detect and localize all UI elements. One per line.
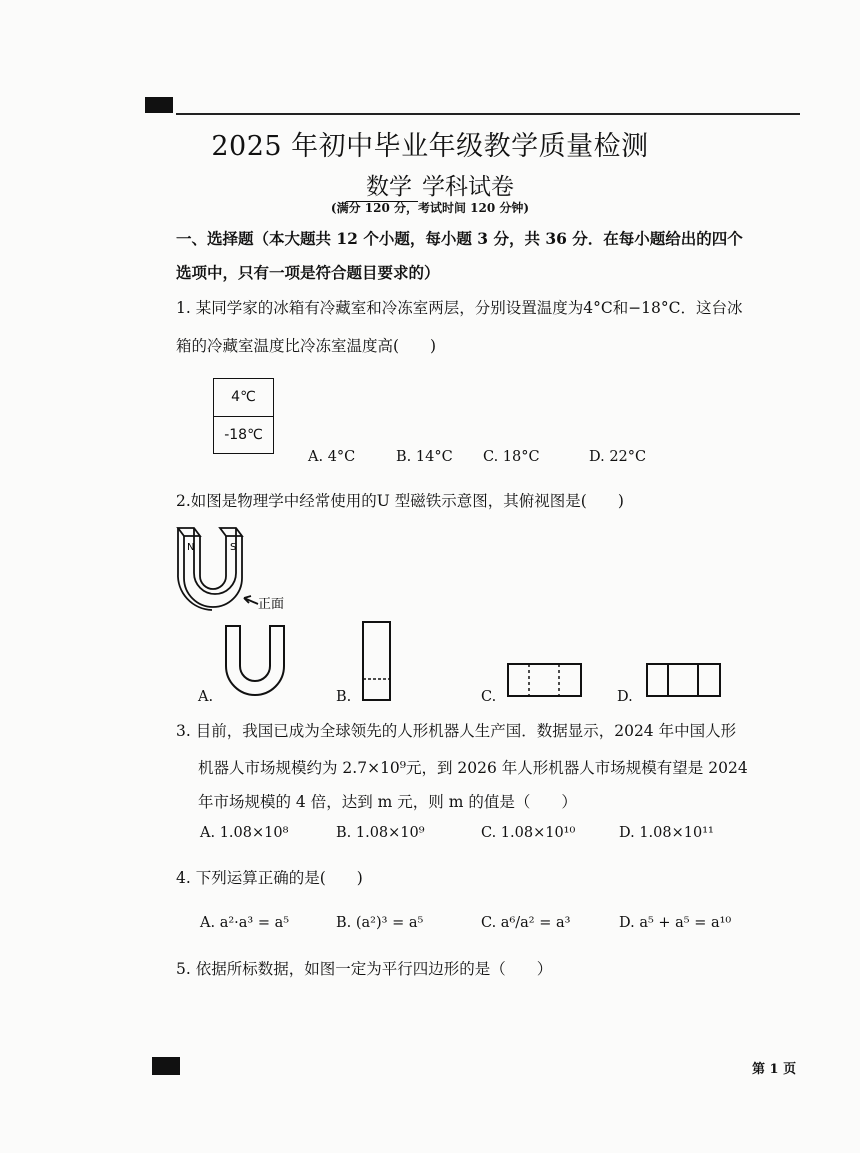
q1-option-a: A. 4°C xyxy=(308,449,356,465)
q1-option-d: D. 22°C xyxy=(589,449,647,465)
q2-option-b-label: B. xyxy=(336,689,352,705)
q2-option-a-label: A. xyxy=(198,689,214,705)
q4-option-c: C. a⁶/a² = a³ xyxy=(481,915,571,931)
q3-line2: 机器人市场规模约为 2.7×10⁹元，到 2026 年人形机器人市场规模有望是 2024 xyxy=(198,759,748,777)
page-number: 第 1 页 xyxy=(752,1062,797,1077)
registration-mark-top xyxy=(145,97,173,113)
q1-line2: 箱的冷藏室温度比冷冻室温度高( ) xyxy=(176,337,437,355)
subject-name: 数学 xyxy=(346,168,418,202)
q3-line3: 年市场规模的 4 倍，达到 m 元，则 m 的值是（ ） xyxy=(198,793,577,811)
q2-option-b-figure xyxy=(360,620,394,704)
q1-option-c: C. 18°C xyxy=(483,449,540,465)
q4-option-a: A. a²·a³ = a⁵ xyxy=(200,915,290,931)
q3-option-c: C. 1.08×10¹⁰ xyxy=(481,825,576,841)
magnet-pole-s: S xyxy=(230,542,237,553)
fridge-upper-temp: 4℃ xyxy=(214,379,273,417)
q2-option-a-figure xyxy=(222,624,288,700)
q2-option-c-figure xyxy=(506,662,584,700)
q1-option-b: B. 14°C xyxy=(396,449,453,465)
q3-option-b: B. 1.08×10⁹ xyxy=(336,825,425,841)
q4-option-b: B. (a²)³ = a⁵ xyxy=(336,915,424,931)
section-heading-line1: 一、选择题（本大题共 12 个小题，每小题 3 分，共 36 分．在每小题给出的四个 xyxy=(176,229,743,248)
exam-info: (满分 120 分，考试时间 120 分钟) xyxy=(330,201,530,215)
q3-option-d: D. 1.08×10¹¹ xyxy=(619,825,714,841)
magnet-pole-n: N xyxy=(187,542,195,553)
section-heading-line2: 选项中，只有一项是符合题目要求的） xyxy=(176,263,440,282)
q4-option-d: D. a⁵ + a⁵ = a¹⁰ xyxy=(619,915,732,931)
q2-line1: 2.如图是物理学中经常使用的U 型磁铁示意图，其俯视图是( ) xyxy=(176,492,624,510)
q2-option-c-label: C. xyxy=(481,689,497,705)
exam-title: 2025 年初中毕业年级教学质量检测 xyxy=(211,131,649,162)
subject-line xyxy=(0,168,860,202)
q4-line1: 4. 下列运算正确的是( ) xyxy=(176,869,363,887)
q3-option-a: A. 1.08×10⁸ xyxy=(200,825,289,841)
header-rule xyxy=(176,113,800,115)
q2-option-d-label: D. xyxy=(617,689,633,705)
front-view-label: 正面 xyxy=(258,597,285,612)
q5-line1: 5. 依据所标数据，如图一定为平行四边形的是（ ） xyxy=(176,960,553,978)
q2-option-d-figure xyxy=(645,662,723,700)
u-magnet-figure xyxy=(172,518,312,618)
q3-line1: 3. 目前，我国已成为全球领先的人形机器人生产国．数据显示，2024 年中国人形 xyxy=(176,722,737,740)
q1-line1: 1. 某同学家的冰箱有冷藏室和冷冻室两层，分别设置温度为4°C和−18°C．这台冰 xyxy=(176,299,743,317)
registration-mark-bottom xyxy=(152,1057,180,1075)
fridge-temperature-table xyxy=(213,378,274,454)
fridge-lower-temp: -18℃ xyxy=(224,427,263,443)
subject-suffix: 学科试卷 xyxy=(422,174,514,200)
